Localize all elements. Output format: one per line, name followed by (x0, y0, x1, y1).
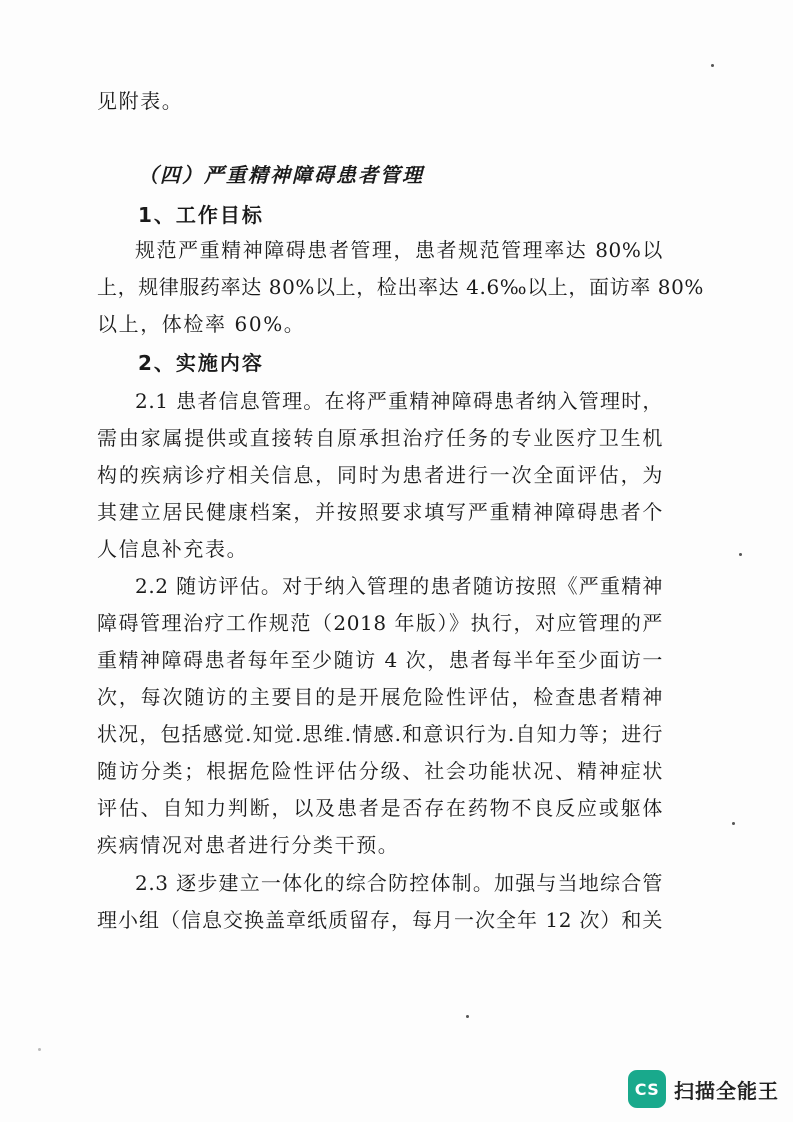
watermark-app-name: 扫描全能王 (674, 1078, 779, 1103)
scan-speck (732, 822, 735, 825)
paragraph-2-3-line-1: 2.3 逐步建立一体化的综合防控体制。加强与当地综合管 (135, 871, 663, 895)
paragraph-2-2-line-2: 障碍管理治疗工作规范（2018 年版）》执行，对应管理的严 (97, 611, 663, 635)
paragraph-2-2-line-6: 随访分类；根据危险性评估分级、社会功能状况、精神症状 (97, 759, 663, 783)
goal-line-1: 规范严重精神障碍患者管理，患者规范管理率达 80%以 (135, 238, 663, 262)
paragraph-2-3-line-2: 理小组（信息交换盖章纸质留存，每月一次全年 12 次）和关 (97, 908, 663, 932)
paragraph-2-2-line-3: 重精神障碍患者每年至少随访 4 次，患者每半年至少面访一 (97, 648, 663, 672)
goal-line-2: 上，规律服药率达 80%以上，检出率达 4.6‰以上，面访率 80% (97, 275, 705, 299)
paragraph-2-1-line-4: 其建立居民健康档案，并按照要求填写严重精神障碍患者个 (97, 500, 663, 524)
paragraph-2-1-line-3: 构的疾病诊疗相关信息，同时为患者进行一次全面评估，为 (97, 463, 663, 487)
scan-speck (466, 1015, 469, 1018)
subsection-title-implementation: 2、实施内容 (138, 351, 264, 375)
scanner-watermark (628, 1070, 779, 1108)
paragraph-2-2-line-4: 次，每次随访的主要目的是开展危险性评估，检查患者精神 (97, 685, 663, 709)
top-line: 见附表。 (97, 89, 184, 113)
paragraph-2-2-line-7: 评估、自知力判断，以及患者是否存在药物不良反应或躯体 (97, 796, 663, 820)
paragraph-2-2-line-1: 2.2 随访评估。对于纳入管理的患者随访按照《严重精神 (135, 574, 663, 598)
scan-speck (711, 64, 714, 67)
scan-speck (38, 1048, 41, 1051)
paragraph-2-1-line-1: 2.1 患者信息管理。在将严重精神障碍患者纳入管理时， (135, 389, 663, 413)
paragraph-2-1-line-2: 需由家属提供或直接转自原承担治疗任务的专业医疗卫生机 (97, 426, 663, 450)
paragraph-2-1-line-5: 人信息补充表。 (97, 537, 249, 561)
paragraph-2-2-line-5: 状况，包括感觉.知觉.思维.情感.和意识行为.自知力等；进行 (97, 722, 663, 746)
subsection-title-goals: 1、工作目标 (138, 203, 264, 227)
section-title: （四）严重精神障碍患者管理 (138, 163, 424, 187)
scan-speck (739, 553, 742, 556)
camscanner-logo-icon: CS (628, 1070, 666, 1108)
paragraph-2-2-line-8: 疾病情况对患者进行分类干预。 (97, 833, 400, 857)
goal-line-3: 以上，体检率 60%。 (97, 312, 306, 336)
